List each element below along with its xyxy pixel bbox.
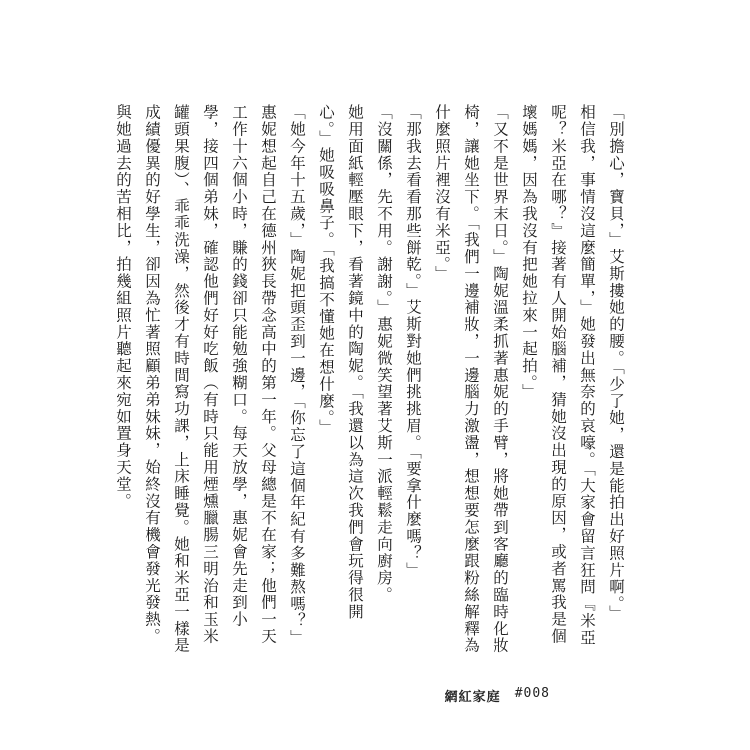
paragraph-5: 「沒關係，先不用。謝謝。」惠妮微笑望著艾斯一派輕鬆走向廚房。 [375,104,393,604]
paragraph-4: 「那我去看看那些餅乾。」艾斯對她們挑挑眉。「要拿什麼嗎？」 [404,104,422,579]
page-number: #008 [514,686,550,701]
vertical-text-block [114,104,630,654]
paragraph-1: 「別擔心，寶貝，」艾斯摟她的腰。「少了她，還是能拍出好照片啊。」 [607,104,625,622]
paragraph-2: 相信我，事情沒這麼簡單，」她發出無奈的哀嚎。「大家會留言狂問『米亞呢？米亞在哪？』接著有人開始腦補，猜她沒出現的原因，或者罵我是個壞媽媽，因為我沒有把她拉來一起拍。」 [520,104,596,647]
page-footer [445,686,550,705]
paragraph-6: 她用面紙輕壓眼下，看著鏡中的陶妮。「我還以為這次我們會玩得很開心。」她吸吸鼻子。「我搞不懂她在想什麼。」 [317,104,364,621]
paragraph-7: 「她今年十五歲，」陶妮把頭歪到一邊，「你忘了這個年紀有多難熬嗎？」 [288,104,306,647]
paragraph-8: 惠妮想起自己在德州狹長帶念高中的第一年。父母總是不在家；他們一天工作十六個小時，賺的錢卻只能勉強糊口。每天放學，惠妮會先走到小學，接四個弟妹，確認他們好好吃飯（有時只能用煙燻臘腸三明治和玉米罐頭果腹）、乖乖洗澡，然後才有時間寫功課，上床睡覺。她和米亞一樣是成績優異的好學生，卻因為忙著照顧弟弟妹妹，始終沒有機會發光發熱。與她過去的苦相比，拍幾組照片聽起來宛如置身天堂。 [114,104,277,654]
paragraph-3: 「又不是世界末日。」陶妮溫柔抓著惠妮的手臂，將她帶到客廳的臨時化妝椅，讓她坐下。「我們一邊補妝，一邊腦力激盪，想想要怎麼跟粉絲解釋為什麼照片裡沒有米亞。」 [433,104,509,654]
book-title: 網紅家庭 [444,690,501,705]
